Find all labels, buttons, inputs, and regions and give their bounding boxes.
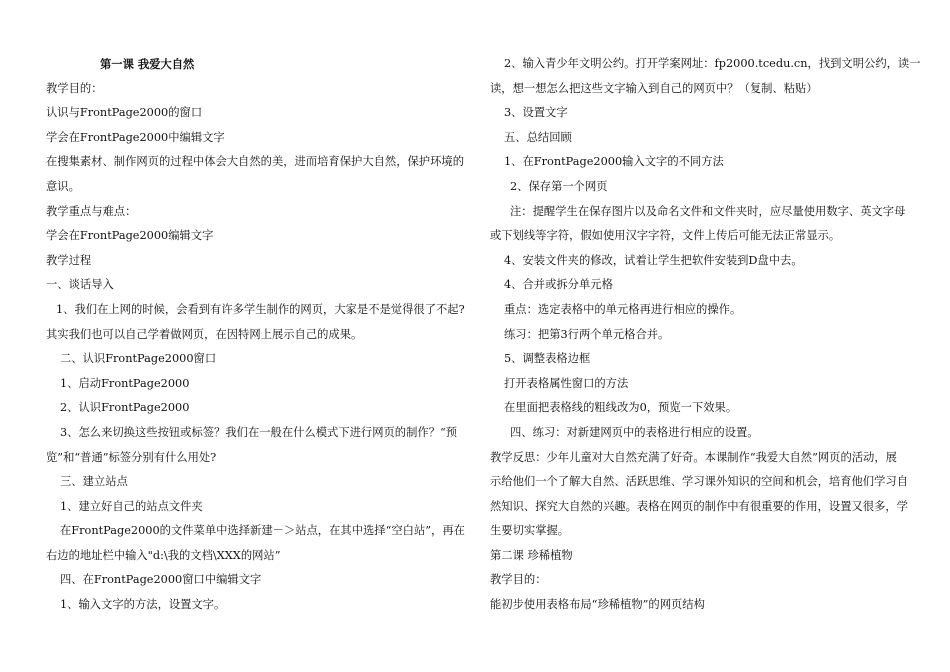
right-text-line: 2、保存第一个网页 <box>510 179 608 193</box>
right-text-line: 四、练习：对新建网页中的表格进行相应的设置。 <box>510 425 759 439</box>
left-text-line: 1、启动FrontPage2000 <box>60 376 190 390</box>
left-text-line: 学会在FrontPage2000中编辑文字 <box>46 130 225 144</box>
right-text-line: 1、在FrontPage2000输入文字的不同方法 <box>504 155 724 169</box>
right-text-line: 第二课 珍稀植物 <box>490 548 573 562</box>
right-text-line: 5、调整表格边框 <box>504 352 591 366</box>
right-text-line: 五、总结回顾 <box>504 130 572 144</box>
left-text-line: 览”和“普通”标签分别有什么用处? <box>46 450 217 464</box>
right-text-line: 教学目的： <box>490 573 547 587</box>
left-text-line: 意识。 <box>46 179 80 193</box>
right-text-line: 读，想一想怎么把这些文字输入到自己的网页中？（复制、粘贴） <box>490 81 818 95</box>
left-text-line: 1、我们在上网的时候，会看到有许多学生制作的网页，大家是不是觉得很了不起? <box>56 302 465 316</box>
left-text-line: 右边的地址栏中输入"d:\我的文档\XXX的网站” <box>46 548 281 562</box>
left-text-line: 一、谈话导入 <box>46 278 114 292</box>
right-text-line: 注：提醒学生在保存图片以及命名文件和文件夹时，应尽量使用数字、英文字母 <box>510 204 906 218</box>
right-text-line: 2、输入青少年文明公约。打开学案网址：fp2000.tcedu.cn，找到文明公约，读一 <box>504 57 921 70</box>
left-text-line: 在搜集素材、制作网页的过程中体会大自然的美，进而培育保护大自然，保护环境的 <box>46 155 464 169</box>
left-text-line: 1、输入文字的方法，设置文字。 <box>60 598 226 612</box>
left-text-line: 3、怎么来切换这些按钮或标签？我们在一般在什么模式下进行网页的制作？“预 <box>60 425 458 439</box>
left-text-line: 教学重点与难点： <box>46 204 137 218</box>
left-text-line: 教学目的： <box>46 81 103 95</box>
right-text-line: 4、合并或拆分单元格 <box>504 278 613 292</box>
left-text-line: 学会在FrontPage2000编辑文字 <box>46 229 214 243</box>
left-text-line: 在FrontPage2000的文件菜单中选择新建－＞站点，在其中选择“空白站”，再在 <box>60 524 465 538</box>
left-text-line: 其实我们也可以自己学着做网页，在因特网上展示自己的成果。 <box>46 327 363 341</box>
left-column <box>46 52 466 618</box>
right-text-line: 打开表格属性窗口的方法 <box>504 376 629 390</box>
left-text-line: 1、建立好自己的站点文件夹 <box>60 499 203 513</box>
right-text-line: 重点：选定表格中的单元格再进行相应的操作。 <box>504 302 742 316</box>
left-text-line: 第一课 我爱大自然 <box>100 57 195 71</box>
right-column <box>490 52 921 618</box>
right-text-line: 能初步使用表格布局“珍稀植物”的网页结构 <box>490 598 705 612</box>
left-text-line: 三、建立站点 <box>60 475 128 489</box>
right-text-line: 或下划线等字符，假如使用汉字字符，文件上传后可能无法正常显示。 <box>490 229 841 243</box>
left-text-line: 四、在FrontPage2000窗口中编辑文字 <box>60 573 262 587</box>
left-text-line: 二、认识FrontPage2000窗口 <box>60 352 217 366</box>
left-text-line: 教学过程 <box>46 253 92 267</box>
right-text-line: 4、安装文件夹的修改，试着让学生把软件安装到D盘中去。 <box>504 253 803 267</box>
right-text-line: 在里面把表格线的粗线改为0，预览一下效果。 <box>504 401 738 415</box>
right-text-line: 生要切实掌握。 <box>490 524 570 538</box>
right-text-line: 教学反思：少年儿童对大自然充满了好奇。本课制作“我爱大自然”网页的活动，展 <box>490 450 897 464</box>
left-text-line: 2、认识FrontPage2000 <box>60 401 190 415</box>
right-text-line: 示给他们一个了解大自然、活跃思维、学习课外知识的空间和机会，培育他们学习自 <box>490 475 908 489</box>
right-text-line: 练习：把第3行两个单元格合并。 <box>504 327 670 341</box>
right-text-line: 然知识、探究大自然的兴趣。表格在网页的制作中有很重要的作用，设置又很多，学 <box>490 499 908 513</box>
right-text-line: 3、设置文字 <box>504 106 568 120</box>
left-text-line: 认识与FrontPage2000的窗口 <box>46 106 203 120</box>
